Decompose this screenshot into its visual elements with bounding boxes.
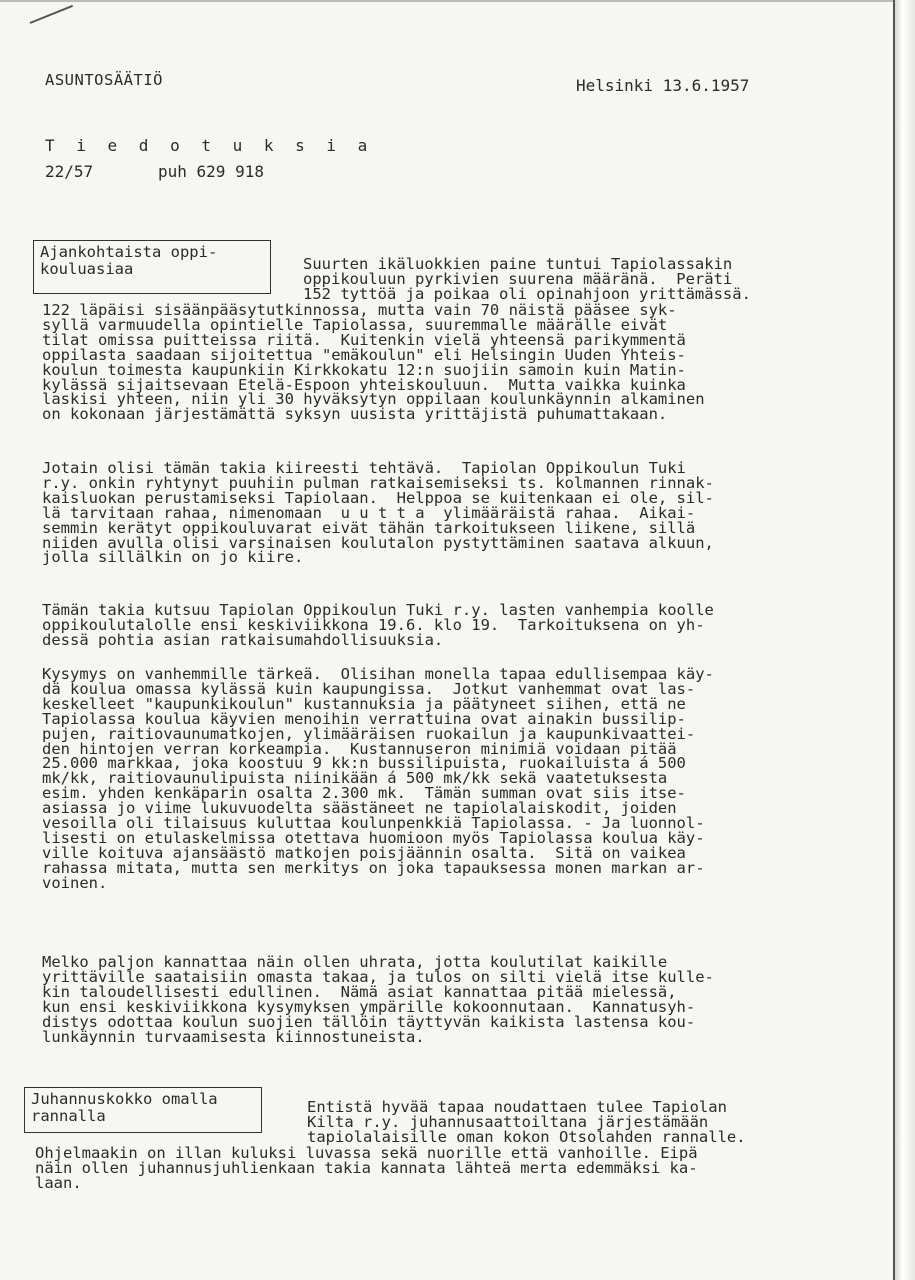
section-heading-box: Ajankohtaista oppi- kouluasiaa — [33, 240, 271, 294]
paragraph: Kysymys on vanhemmille tärkeä. Olisihan monella tapaa edullisempaa käy- dä koulua omassa kylässä kuin kaupungissa. Jotkut vanhemmat ovat las- keskelleet "kaupunkikoulun" kustannuksia ja päätyneet siihen, että ne Tapiolassa koulua käyvien menoihin verrattuina ovat ainakin bussilip- pujen, raitiovaunumatkojen, ylimääräisen ruokailun ja kaupunkivaattei- den hintojen verran korkeampia. Kustannuseron minimiä voidaan pitää 25.000 markkaa, joka koostuu 9 kk:n bussilipuista, ruokailuista á 500 mk/kk, raitiovaunulipuista niinikään á 500 mk/kk sekä vaatetuksesta esim. yhden kenkäparin osalta 2.300 mk. Tämän summan ovat siis itse- asiassa jo viime lukuvuodelta säästäneet ne tapiolalaiskodit, joiden vesoilla oli tilaisuus kuluttaa koulunpenkkiä Tapiolassa. - Ja luonnol- lisesti on etulaskelmissa otettava huomioon myös Tapiolassa koulua käy- ville koituva ajansäästö matkojen poisjäännin osalta. Sitä on vaikea rahassa mitata, mutta sen merkitys on joka tapauksessa monen markan ar- voinen. — [42, 665, 714, 892]
section-intro-text: Suurten ikäluokkien paine tuntui Tapiolassakin oppikouluun pyrkivien suurena määränä. Peräti 152 tyttöä ja poikaa oli opinahjoon yrittämässä. — [303, 255, 751, 303]
document-title: T i e d o t u k s i a — [45, 136, 374, 155]
paragraph: 122 läpäisi sisäänpääsytutkinnossa, mutta vain 70 näistä pääsee syk- syllä varmuudella opintielle Tapiolassa, suuremmalle määrälle eivät tilat omissa puitteissa riitä. Kuitenkin vielä yhteensä parikymmentä oppilasta saadaan sijoitettua "emäkoulun" eli Helsingin Uuden Yhteis- koulun toimesta kaupunkiin Kirkkokatu 12:n suojiin samoin kuin Matin- kylässä sijaitsevaan Etelä-Espoon yhteiskouluun. Mutta vaikka kuinka laskisi yhteen, niin yli 30 hyväksytyn oppilaan koulunkäynnin alkaminen on kokonaan järjestämättä syksyn uusista yrittäjistä puhumattakaan. — [42, 301, 705, 424]
phone-number: puh 629 918 — [158, 162, 264, 181]
page-edge-line — [893, 0, 895, 1280]
paragraph: Melko paljon kannattaa näin ollen uhrata, jotta koulutilat kaikille yrittäville saataisiin omasta takaa, ja tulos on silti vielä itse kulle- kin taloudellisesti edullinen. Nämä asiat kannattaa pitää mielessä, kun ensi keskiviikkona kysymyksen ympärille kokoonnutaan. Kannatusyh- distys odottaa koulun suojien tällöin täyttyvän kaikista lastensa kou- lunkäynnin turvaamisesta kiinnostuneista. — [42, 953, 714, 1046]
issue-number: 22/57 — [45, 162, 94, 181]
organization-name: ASUNTOSÄÄTIÖ — [45, 71, 163, 89]
document-date: Helsinki 13.6.1957 — [576, 76, 750, 95]
paragraph: Ohjelmaakin on illan kuluksi luvassa sekä nuorille että vanhoille. Eipä näin ollen juhannusjuhlienkaan takia kannata lähteä merta edemmäksi ka- laan. — [35, 1144, 698, 1192]
section-heading-box: Juhannuskokko omalla rannalla — [24, 1087, 262, 1133]
page-right-edge — [895, 0, 915, 1280]
section-intro-text: Entistä hyvää tapaa noudattaen tulee Tapiolan Kilta r.y. juhannusaattoiltana järjestämään tapiolalaisille oman kokon Otsolahden rannalle. — [307, 1098, 746, 1146]
paragraph: Tämän takia kutsuu Tapiolan Oppikoulun Tuki r.y. lasten vanhempia koolle oppikoulutalolle ensi keskiviikkona 19.6. klo 19. Tarkoituksena on yh- dessä pohtia asian ratkaisumahdollisuuksia. — [42, 601, 714, 649]
paragraph: Jotain olisi tämän takia kiireesti tehtävä. Tapiolan Oppikoulun Tuki r.y. onkin ryhtynyt puuhiin pulman ratkaisemiseksi ts. kolmannen rinnak- kaisluokan perustamiseksi Tapiolaan. Helppoa se kuitenkaan ei ole, sil- lä tarvitaan rahaa, nimenomaan u u t t a ylimääräistä rahaa. Aikai- semmin kerätyt oppikouluvarat eivät tähän tarkoitukseen liikene, sillä niiden avulla olisi varsinaisen koulutalon pystyttäminen saatava alkuun, jolla sillälkin on jo kiire. — [42, 459, 714, 567]
page-top-edge — [0, 0, 895, 2]
